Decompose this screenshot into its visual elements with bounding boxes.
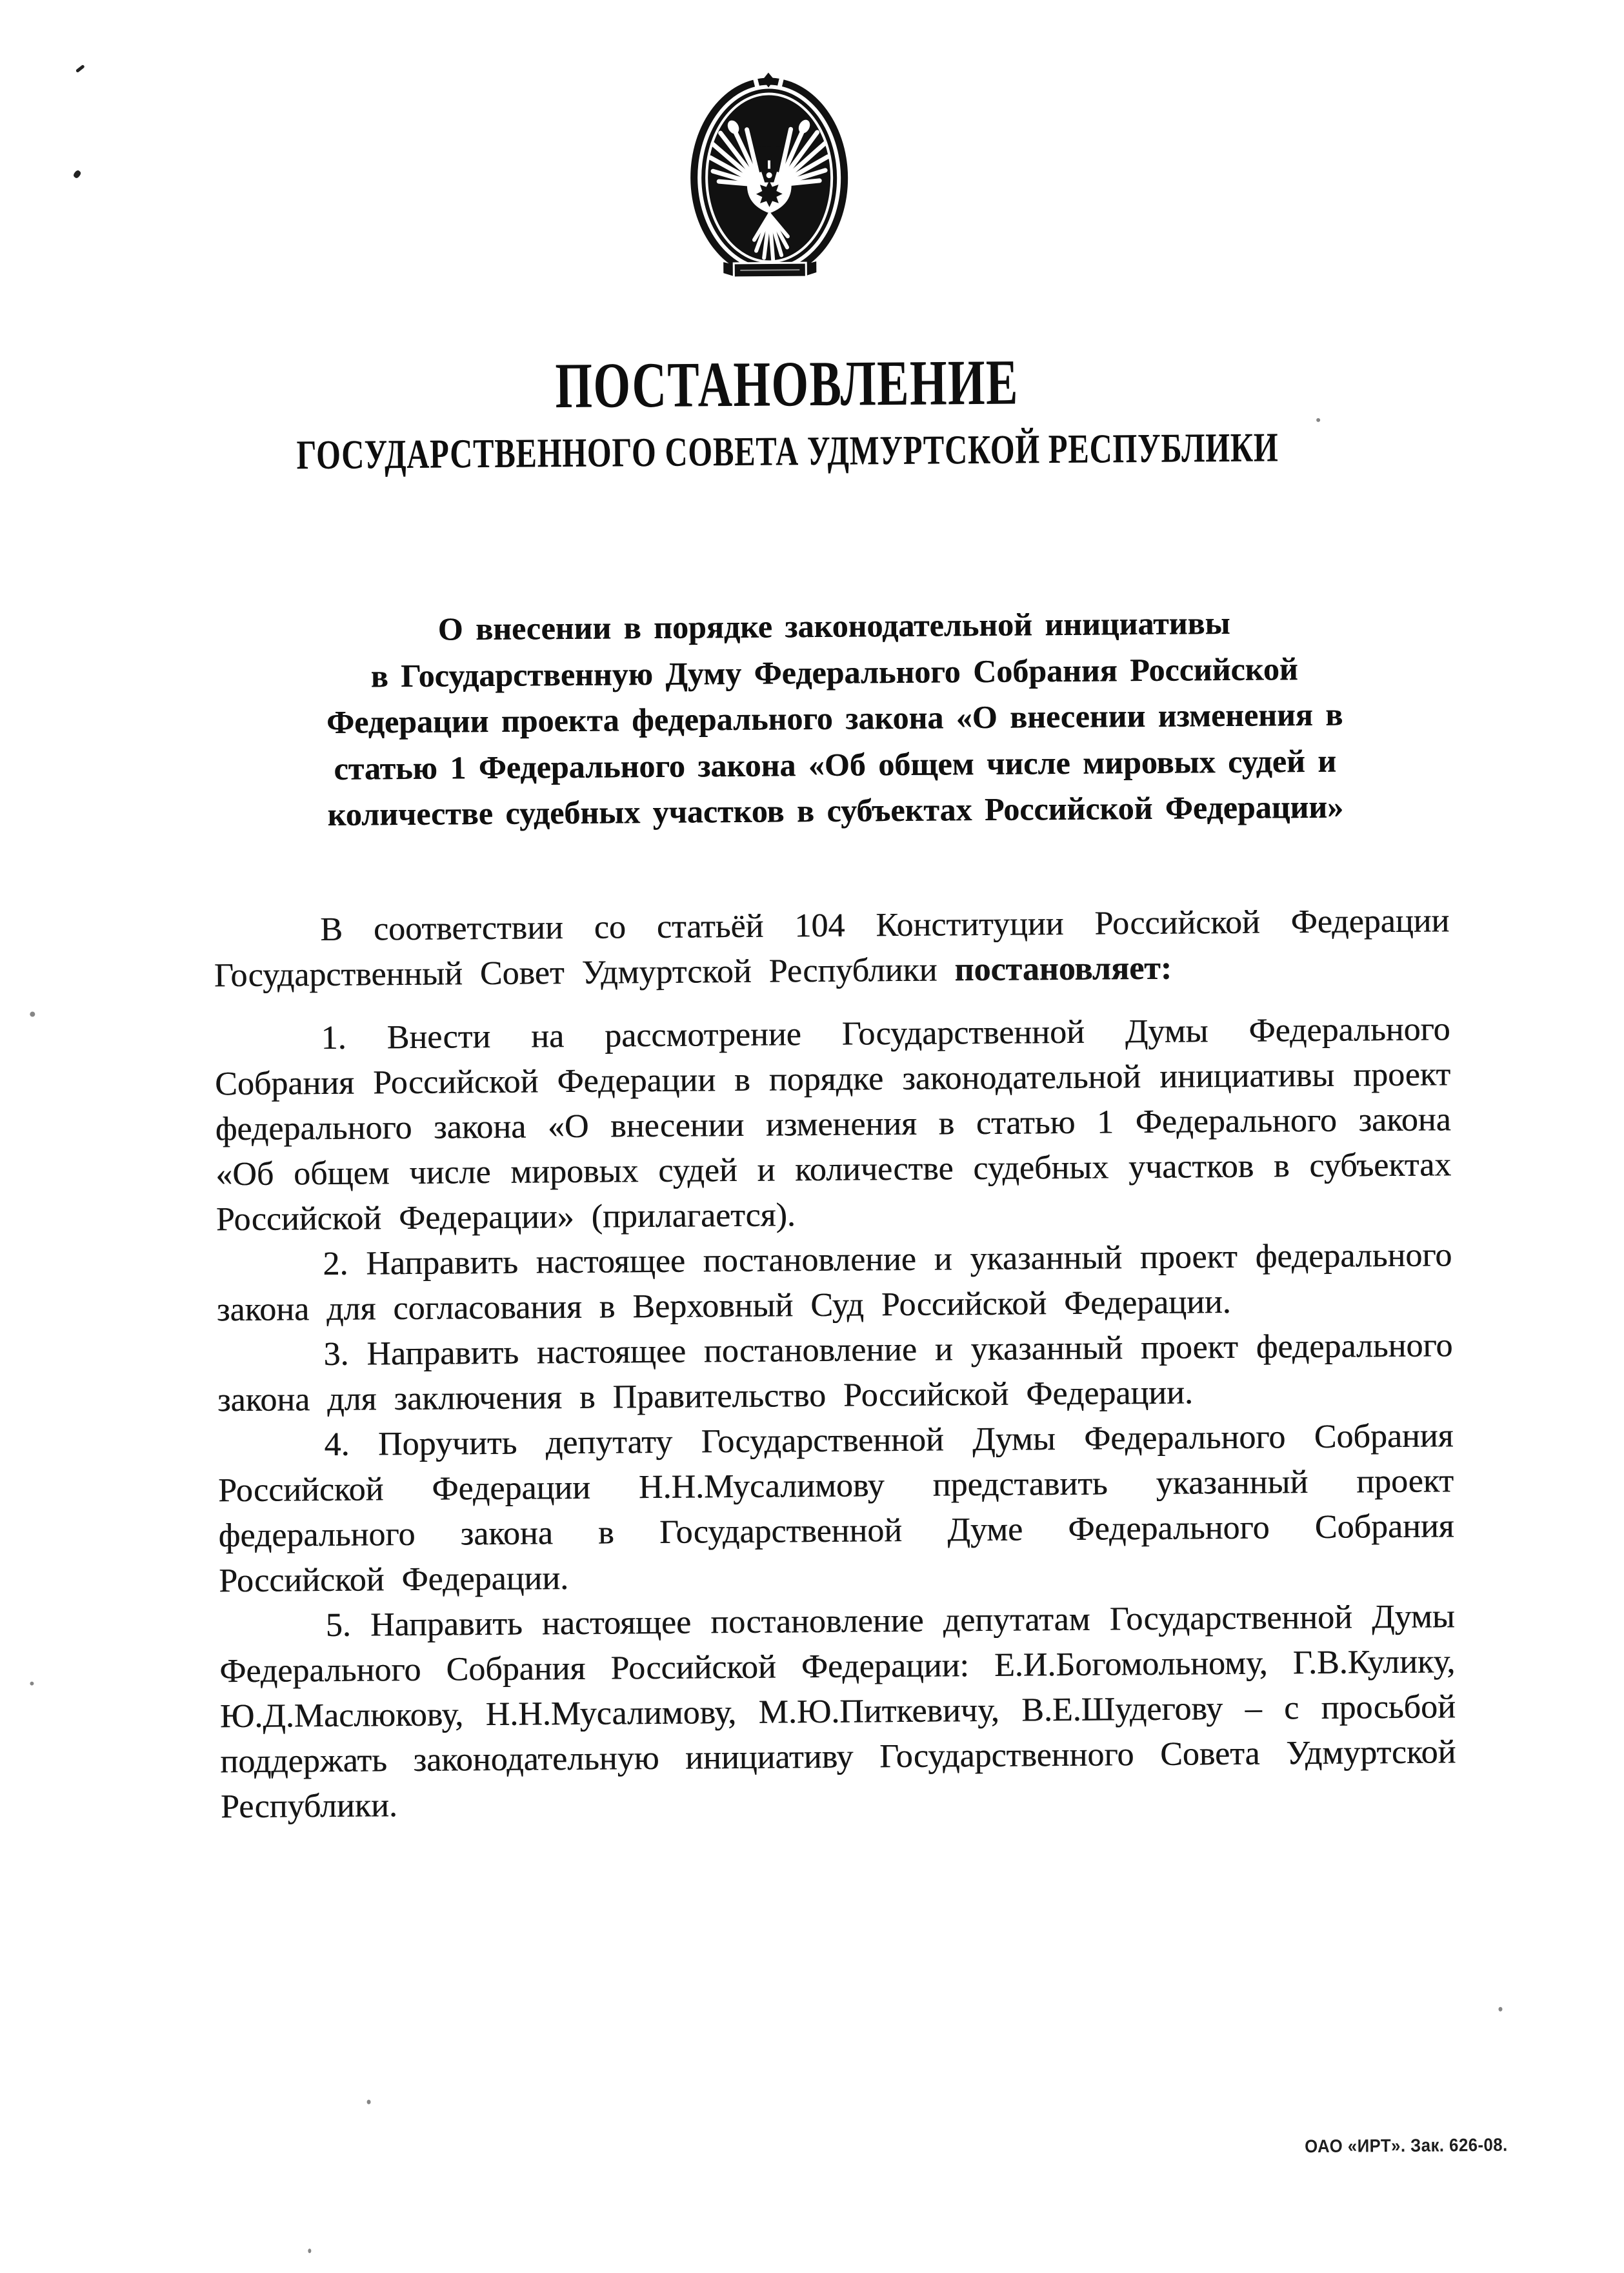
document-subtitle: ГОСУДАРСТВЕННОГО СОВЕТА УДМУРТСКОЙ РЕСПУБЛИКИ <box>296 424 1279 478</box>
emblem-banner <box>723 261 816 278</box>
resolution-item-2: 2. Направить настоящее постановление и указанный проект федерального закона для согласования в Верховный Суд Российской Федерации. <box>216 1237 1452 1329</box>
printer-imprint: ОАО «ИРТ». Зак. 626-08. <box>1305 2134 1508 2157</box>
document-title: ПОСТАНОВЛЕНИЕ <box>555 346 1019 422</box>
subject-line-4: статью 1 Федерального закона «Об общем числе мировых судей и <box>334 742 1337 787</box>
scan-speck <box>72 169 81 179</box>
subject-line-2: в Государственную Думу Федерального Собрания Российской <box>370 650 1298 694</box>
document-subject-heading <box>211 598 1458 839</box>
subject-line-1: О внесении в порядке законодательной инициативы <box>437 604 1230 647</box>
subject-line-3: Федерации проекта федерального закона «О внесении изменения в <box>326 696 1343 740</box>
resolution-item-1: 1. Внести на рассмотрение Государственной Думы Федерального Собрания Российской Федерации в порядке законодательной инициативы проект федерального закона «О внесении изменения в статью 1 Федерального закона «Об общем числе мировых судей и количестве судебных участков в субъектах Российской Федерации» (прилагается). <box>214 1011 1452 1238</box>
scan-speck <box>75 65 85 73</box>
preamble-resolution-word: постановляет: <box>954 949 1172 989</box>
scan-speck <box>30 1012 35 1017</box>
scan-speck <box>1316 418 1320 422</box>
scan-speck <box>1498 2007 1502 2012</box>
subject-line-5: количестве судебных участков в субъектах Российской Федерации» <box>327 788 1344 833</box>
preamble-paragraph <box>214 898 1450 998</box>
bird-chest-dot <box>767 172 772 178</box>
document-body <box>214 898 1456 1830</box>
emblem-top-ornament <box>752 72 785 88</box>
resolution-item-3: 3. Направить настоящее постановление и указанный проект федерального закона для заключения в Правительство Российской Федерации. <box>217 1327 1453 1419</box>
document-header <box>3 346 1571 478</box>
resolution-item-5: 5. Направить настоящее постановление депутатам Государственной Думы Федерального Собрания Российской Федерации: Е.И.Богомольному, Г.В.Кулику, Ю.Д.Маслюкову, Н.Н.Мусалимову, М.Ю.Питкевичу, В.Е.Шудегову – с просьбой поддержать законодательную инициативу Государственного Совета Удмуртской Республики. <box>219 1598 1456 1826</box>
resolution-item-4: 4. Поручить депутату Государственной Думы Федерального Собрания Российской Федерации Н.Н.Мусалимову представить указанный проект федерального закона в Государственной Думе Федерального Собрания Российской Федерации. <box>217 1417 1454 1600</box>
bird-beak-mark <box>768 161 770 169</box>
udmurt-republic-coat-of-arms-icon <box>686 72 853 287</box>
preamble-text: В соответствии со статьёй 104 Конституции Российской Федерации Государственный Совет Удмуртской Республики <box>214 902 1450 995</box>
scan-speck <box>367 2099 371 2104</box>
scan-speck <box>30 1682 34 1686</box>
scan-speck <box>308 2248 311 2253</box>
